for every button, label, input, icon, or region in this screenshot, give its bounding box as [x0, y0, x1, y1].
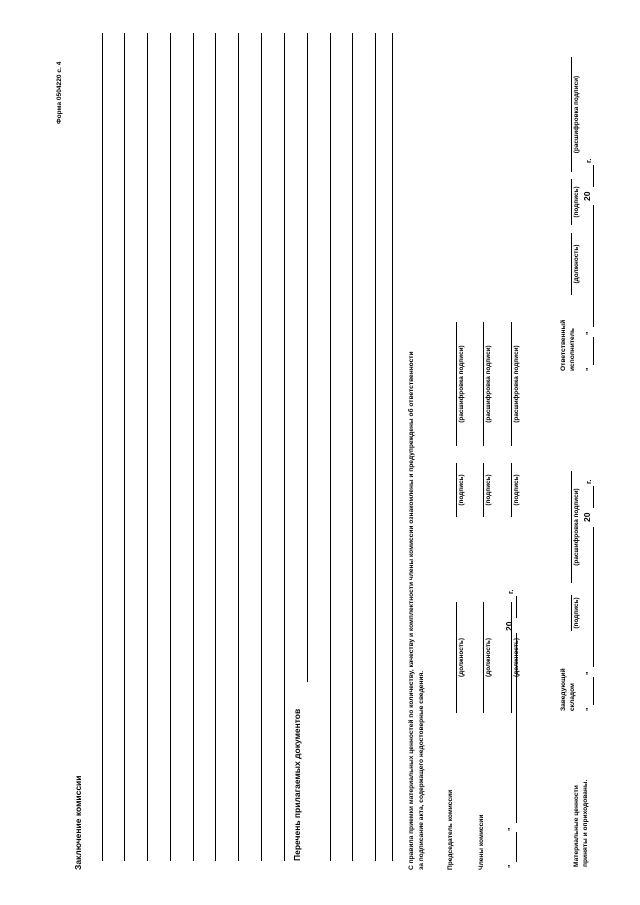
- warehouse-date-quote-close: ": [584, 671, 593, 675]
- conclusion-line[interactable]: [102, 33, 103, 861]
- conclusion-line[interactable]: [147, 33, 148, 861]
- responsible-decoding-field[interactable]: (расшифровка подписи): [571, 57, 580, 172]
- responsible-date-month[interactable]: [593, 205, 594, 327]
- rules-note-line1: С правила приемки материальных ценностей по количеству, качеству и комплектности члены комиссии ознакомлены и предупреждены об ответственности: [408, 351, 415, 870]
- accepted-label-line2: приняты и оприходованы.: [582, 779, 589, 867]
- responsible-date-year-suffix: г.: [584, 158, 593, 163]
- attached-documents-title: Перечень прилагаемых документов: [292, 708, 302, 861]
- date-quote-open: ": [506, 864, 515, 868]
- commission-conclusion-title: Заключение комиссии: [73, 775, 83, 870]
- warehouse-label-line2: складом: [569, 683, 576, 711]
- documents-line[interactable]: [307, 33, 308, 682]
- conclusion-line[interactable]: [238, 33, 239, 861]
- conclusion-line[interactable]: [215, 33, 216, 861]
- warehouse-decoding-field[interactable]: (расшифровка подписи): [571, 471, 580, 583]
- warehouse-date-year-prefix: 20: [582, 512, 592, 522]
- member2-position-field[interactable]: (должность): [511, 602, 520, 713]
- member1-position-field[interactable]: (должность): [483, 602, 492, 713]
- conclusion-line[interactable]: [284, 33, 285, 861]
- responsible-date-quote-close: ": [584, 331, 593, 335]
- conclusion-line[interactable]: [124, 33, 125, 861]
- responsible-label-line1: Ответственный: [560, 319, 567, 371]
- chairman-decoding-field[interactable]: (расшифровка подписи): [456, 322, 465, 446]
- date-month-field[interactable]: [516, 633, 517, 823]
- warehouse-date-year-suffix: г.: [584, 479, 593, 484]
- members-label: Члены комиссии: [478, 814, 485, 870]
- rules-note-line2: за подписание акта, содержащего недостоверные сведения.: [418, 670, 425, 870]
- accepted-label-line1: Материальные ценности: [573, 785, 580, 867]
- date-quote-close: ": [506, 827, 515, 831]
- responsible-date-year[interactable]: [593, 165, 594, 187]
- responsible-label-line2: исполнитель: [569, 328, 576, 371]
- chairman-signature-field[interactable]: (подпись): [456, 463, 465, 517]
- responsible-position-field[interactable]: (должность): [571, 233, 580, 295]
- warehouse-date-month[interactable]: [593, 527, 594, 667]
- documents-line[interactable]: [392, 33, 393, 861]
- member1-signature-field[interactable]: (подпись): [483, 463, 492, 517]
- member2-signature-field[interactable]: (подпись): [511, 463, 520, 517]
- warehouse-date-year[interactable]: [593, 486, 594, 508]
- warehouse-label-line1: Заведующий: [560, 668, 567, 711]
- form-code: Форма 0504220 с. 4: [56, 61, 63, 124]
- date-day-field[interactable]: [516, 832, 517, 862]
- chairman-position-field[interactable]: (должность): [456, 602, 465, 713]
- warehouse-date-quote-open: ": [584, 707, 593, 711]
- date-year-field[interactable]: [516, 596, 517, 618]
- warehouse-signature-field[interactable]: (подпись): [571, 595, 580, 631]
- warehouse-date-day[interactable]: [593, 677, 594, 705]
- date-year-prefix: 20: [504, 621, 514, 631]
- responsible-date-quote-open: ": [584, 367, 593, 371]
- documents-line[interactable]: [352, 33, 353, 861]
- documents-line[interactable]: [330, 33, 331, 861]
- documents-line[interactable]: [375, 33, 376, 861]
- member1-decoding-field[interactable]: (расшифровка подписи): [483, 322, 492, 446]
- responsible-date-year-prefix: 20: [582, 191, 592, 201]
- responsible-signature-field[interactable]: (подпись): [571, 179, 580, 225]
- conclusion-line[interactable]: [193, 33, 194, 861]
- date-year-suffix: г.: [506, 589, 515, 594]
- conclusion-line[interactable]: [170, 33, 171, 861]
- responsible-date-day[interactable]: [593, 337, 594, 365]
- conclusion-line[interactable]: [261, 33, 262, 861]
- chairman-label: Председатель комиссии: [447, 789, 454, 870]
- member2-decoding-field[interactable]: (расшифровка подписи): [511, 322, 520, 446]
